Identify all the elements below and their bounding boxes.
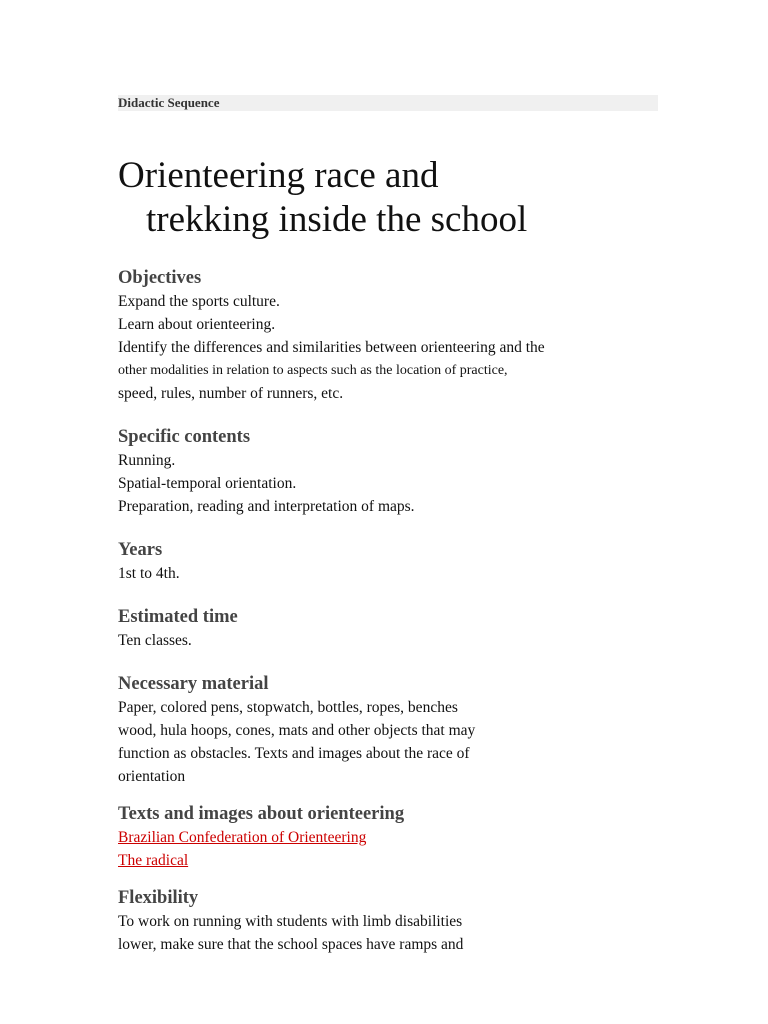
section-objectives [118,266,658,405]
section-texts-images [118,802,658,872]
paragraph-line: other modalities in relation to aspects such as the location of practice, [118,363,508,378]
paragraph-line: Spatial-temporal orientation. [118,475,297,492]
section-heading: Estimated time [118,607,238,627]
section-specific-contents [118,425,658,518]
section-years [118,538,658,585]
paragraph-line: Ten classes. [118,632,192,649]
paragraph-line: function as obstacles. Texts and images about the race of [118,745,470,762]
paragraph-line: Expand the sports culture. [118,293,280,310]
paragraph-line: Running. [118,452,176,469]
paragraph-line: Paper, colored pens, stopwatch, bottles, ropes, benches [118,699,458,716]
section-heading: Specific contents [118,427,251,447]
link-brazilian-confederation[interactable]: Brazilian Confederation of Orienteering [118,829,367,846]
section-heading: Flexibility [118,888,199,908]
section-heading: Necessary material [118,674,269,694]
page-title [118,154,658,242]
paragraph-line: 1st to 4th. [118,565,180,582]
link-the-radical[interactable]: The radical [118,852,189,869]
paragraph-line: Preparation, reading and interpretation of maps. [118,498,415,515]
section-necessary-material [118,672,658,788]
paragraph-line: To work on running with students with limb disabilities [118,913,463,930]
section-heading: Years [118,540,163,560]
paragraph-line: Identify the differences and similarities between orienteering and the [118,339,545,356]
section-flexibility [118,886,658,956]
paragraph-line: wood, hula hoops, cones, mats and other objects that may [118,722,476,739]
paragraph-line: Learn about orienteering. [118,316,276,333]
title-line-1: Orienteering race and [118,155,439,196]
document-kicker: Didactic Sequence [118,95,658,111]
paragraph-line: speed, rules, number of runners, etc. [118,385,344,402]
document-page [118,95,658,956]
paragraph-line: orientation [118,768,186,785]
section-estimated-time [118,605,658,652]
section-heading: Objectives [118,268,202,288]
paragraph-line: lower, make sure that the school spaces have ramps and [118,936,464,953]
section-heading: Texts and images about orienteering [118,804,405,824]
title-line-2: trekking inside the school [146,199,528,240]
